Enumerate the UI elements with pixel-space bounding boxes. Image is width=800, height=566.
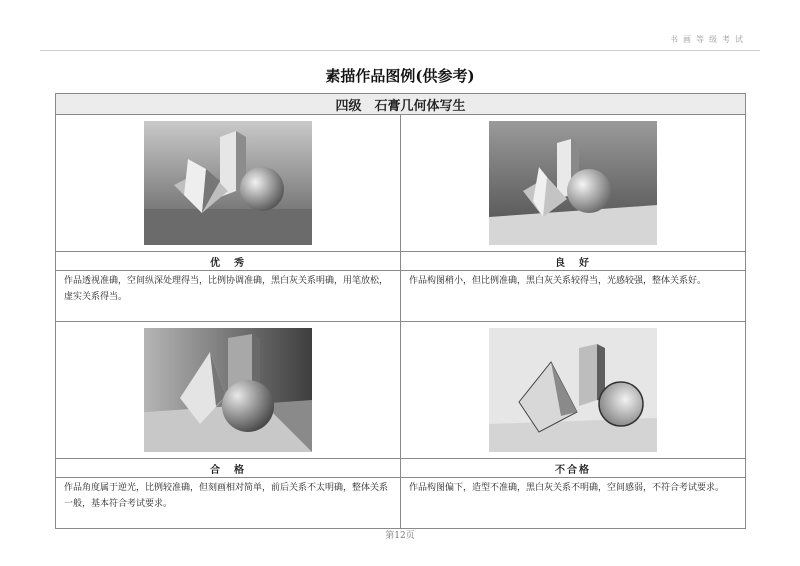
grade-label: 优 秀 (56, 252, 401, 271)
sketch-excellent (144, 121, 312, 245)
description-row-2 (56, 478, 746, 529)
grade-description: 作品角度属于逆光，比例较准确，但刻画相对简单，前后关系不太明确，整体关系一般，基本符合考试要求。 (56, 478, 401, 529)
sample-image-cell-excellent (56, 115, 401, 252)
image-row-1 (56, 115, 746, 252)
description-row-1 (56, 271, 746, 322)
header-divider (40, 50, 760, 51)
grade-description: 作品构图稍小，但比例准确，黑白灰关系较得当，光感较强，整体关系好。 (401, 271, 746, 322)
caption-row (56, 94, 746, 115)
level-caption: 四级 石膏几何体写生 (56, 94, 746, 115)
grade-row-2 (56, 459, 746, 478)
grade-label: 不合格 (401, 459, 746, 478)
sketch-fail (489, 328, 657, 452)
example-table (55, 93, 746, 529)
page-title: 素描作品图例(供参考) (325, 67, 475, 85)
sketch-good (489, 121, 657, 245)
sample-image-cell-pass (56, 322, 401, 459)
header-tag: 书画等级考试 (670, 35, 748, 44)
grade-row-1 (56, 252, 746, 271)
page-number: 第12页 (385, 531, 415, 541)
sample-image-cell-fail (401, 322, 746, 459)
grade-label: 良 好 (401, 252, 746, 271)
sketch-pass (144, 328, 312, 452)
grade-description: 作品构图偏下，造型不准确，黑白灰关系不明确，空间感弱，不符合考试要求。 (401, 478, 746, 529)
sample-image-cell-good (401, 115, 746, 252)
image-row-2 (56, 322, 746, 459)
grade-label: 合 格 (56, 459, 401, 478)
grade-description: 作品透视准确，空间纵深处理得当，比例协调准确，黑白灰关系明确，用笔放松，虚实关系得当。 (56, 271, 401, 322)
